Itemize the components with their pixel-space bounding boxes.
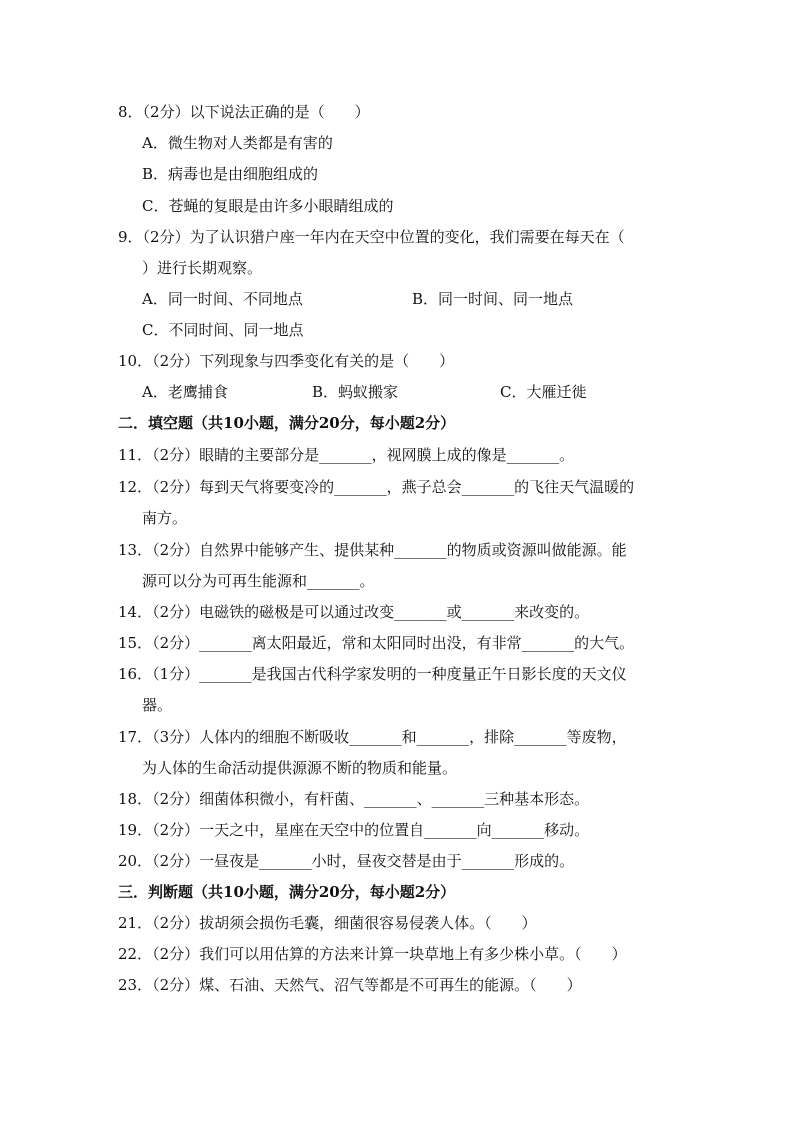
question-18: 18．（2分）细菌体积微小，有杆菌、_______、_______三种基本形态。	[118, 790, 590, 808]
question-8-option-b: B．病毒也是由细胞组成的	[142, 165, 319, 183]
section-3-heading: 三．判断题（共10小题，满分20分，每小题2分）	[118, 883, 456, 901]
question-15: 15．（2分）_______离太阳最近，常和太阳同时出没，有非常_______的大气。	[118, 634, 635, 652]
question-14: 14．（2分）电磁铁的磁极是可以通过改变_______或_______来改变的。	[118, 603, 590, 621]
question-16: 16．（1分）_______是我国古代科学家发明的一种度量正午日影长度的天文仪	[118, 665, 627, 683]
question-12-continued: 南方。	[142, 509, 188, 527]
question-10-option-b: B．蚂蚁搬家	[312, 383, 399, 401]
question-13: 13．（2分）自然界中能够产生、提供某种_______的物质或资源叫做能源。能	[118, 541, 627, 559]
question-23: 23．（2分）煤、石油、天然气、沼气等都是不可再生的能源。（ ）	[118, 976, 582, 994]
question-8-option-c: C．苍蝇的复眼是由许多小眼睛组成的	[142, 197, 394, 215]
question-9-stem: 9．（2分）为了认识猎户座一年内在天空中位置的变化，我们需要在每天在（	[118, 228, 625, 246]
question-11: 11．（2分）眼睛的主要部分是_______，视网膜上成的像是_______。	[118, 446, 575, 464]
question-9-option-a: A．同一时间、不同地点	[142, 290, 303, 308]
question-16-continued: 器。	[142, 696, 173, 714]
question-8-option-a: A．微生物对人类都是有害的	[142, 134, 333, 152]
question-12: 12．（2分）每到天气将要变冷的_______，燕子总会_______的飞往天气温暖的	[118, 478, 635, 496]
question-8-stem: 8．（2分）以下说法正确的是（ ）	[118, 103, 370, 121]
section-2-heading: 二．填空题（共10小题，满分20分，每小题2分）	[118, 414, 456, 432]
question-9-option-b: B．同一时间、同一地点	[412, 290, 574, 308]
question-19: 19．（2分）一天之中，星座在天空中的位置自_______向_______移动。	[118, 821, 590, 839]
question-10-option-a: A．老鹰捕食	[142, 383, 228, 401]
question-9-option-c: C．不同时间、同一地点	[142, 321, 304, 339]
question-9-stem-continued: ）进行长期观察。	[142, 259, 263, 277]
question-22: 22．（2分）我们可以用估算的方法来计算一块草地上有多少株小草。（ ）	[118, 945, 627, 963]
question-17-continued: 为人体的生命活动提供源源不断的物质和能量。	[142, 759, 458, 777]
question-10-option-c: C．大雁迁徙	[500, 383, 587, 401]
question-17: 17．（3分）人体内的细胞不断吸收_______和_______，排除_______等废物，	[118, 728, 627, 746]
question-13-continued: 源可以分为可再生能源和_______。	[142, 572, 375, 590]
question-20: 20．（2分）一昼夜是_______小时，昼夜交替是由于_______形成的。	[118, 852, 575, 870]
question-21: 21．（2分）拔胡须会损伤毛囊，细菌很容易侵袭人体。（ ）	[118, 914, 537, 932]
question-10-stem: 10．（2分）下列现象与四季变化有关的是（ ）	[118, 352, 455, 370]
